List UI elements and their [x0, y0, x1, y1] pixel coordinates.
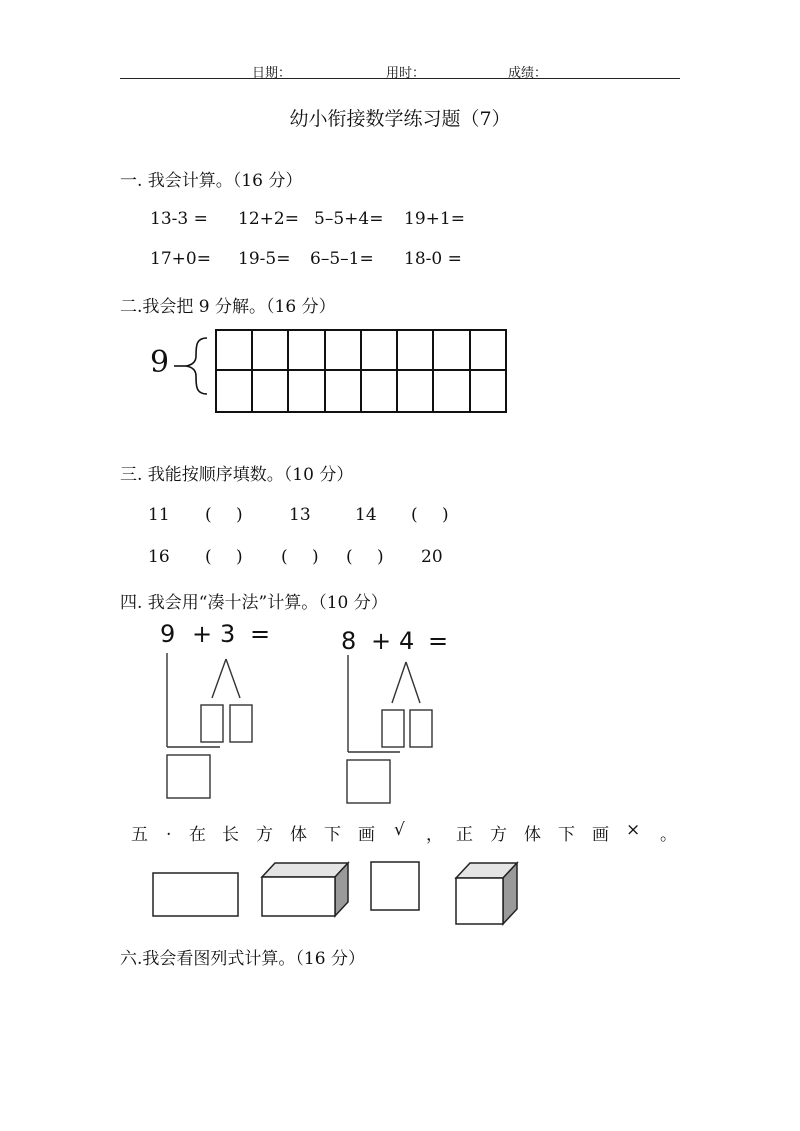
- sequence-number: 20: [421, 547, 443, 567]
- heading-char: 下: [324, 825, 341, 845]
- plus-sign: +: [192, 620, 213, 648]
- heading-char: 正: [456, 825, 473, 845]
- calc-item: 17+0=: [150, 249, 211, 269]
- section3-heading: 三. 我能按顺序填数。（10 分）: [120, 465, 354, 485]
- section4-heading: 四. 我会用“凑十法”计算。（10 分）: [120, 593, 388, 613]
- blank-open-paren: (: [281, 547, 288, 567]
- blank-close-paren: ): [442, 505, 449, 525]
- calc-item: 5–5+4=: [314, 209, 384, 229]
- answer-grid: [216, 330, 506, 412]
- calc-item: 19-5=: [238, 249, 291, 269]
- heading-char: 方: [256, 825, 273, 845]
- check-mark-icon: √: [394, 820, 405, 840]
- calc-item: 13-3 =: [150, 209, 208, 229]
- plus-sign: +: [371, 627, 392, 655]
- sequence-number: 14: [355, 505, 377, 525]
- calc-item: 12+2=: [238, 209, 299, 229]
- heading-char: 。: [660, 825, 677, 845]
- heading-char: 五: [131, 825, 148, 845]
- rectangle-shape: [153, 873, 238, 916]
- addend-b: 3: [220, 620, 236, 648]
- cuboid-shape: [262, 863, 348, 916]
- sequence-number: 13: [289, 505, 311, 525]
- square-shape: [371, 862, 419, 910]
- heading-char: 画: [592, 825, 609, 845]
- blank-open-paren: (: [411, 505, 418, 525]
- heading-char: 长: [222, 825, 239, 845]
- time-label: 用时：: [386, 66, 426, 81]
- heading-char: 方: [490, 825, 507, 845]
- addend-a: 9: [160, 620, 176, 648]
- cross-mark-icon: ×: [626, 820, 641, 840]
- addend-a: 8: [341, 627, 357, 655]
- heading-char: 体: [524, 825, 541, 845]
- heading-char: 下: [558, 825, 575, 845]
- cube-shape: [456, 863, 517, 924]
- blank-open-paren: (: [205, 505, 212, 525]
- section1-heading: 一. 我会计算。（16 分）: [120, 171, 303, 191]
- equals-sign: =: [428, 627, 449, 655]
- score-label: 成绩：: [508, 66, 548, 81]
- decompose-number: 9: [150, 345, 170, 380]
- sequence-number: 16: [148, 547, 170, 567]
- blank-open-paren: (: [205, 547, 212, 567]
- make-ten-diagram-1: [167, 653, 252, 798]
- heading-char: .: [166, 820, 172, 840]
- heading-char: 画: [358, 825, 375, 845]
- calc-item: 19+1=: [404, 209, 465, 229]
- blank-close-paren: ): [236, 505, 243, 525]
- equals-sign: =: [250, 620, 271, 648]
- calc-item: 6–5–1=: [310, 249, 374, 269]
- brace-icon: [174, 338, 207, 394]
- page-title: 幼小衔接数学练习题（7）: [289, 108, 511, 130]
- section6-heading: 六.我会看图列式计算。（16 分）: [120, 949, 365, 969]
- calc-item: 18-0 =: [404, 249, 462, 269]
- blank-close-paren: ): [377, 547, 384, 567]
- blank-close-paren: ): [312, 547, 319, 567]
- addend-b: 4: [399, 627, 415, 655]
- sequence-number: 11: [148, 505, 170, 525]
- heading-char: 在: [189, 825, 206, 845]
- make-ten-diagram-2: [347, 655, 432, 803]
- heading-char: ，: [426, 825, 443, 845]
- blank-open-paren: (: [346, 547, 353, 567]
- date-label: 日期：: [252, 66, 292, 81]
- section2-heading: 二.我会把 9 分解。（16 分）: [120, 297, 336, 317]
- heading-char: 体: [290, 825, 307, 845]
- blank-close-paren: ): [236, 547, 243, 567]
